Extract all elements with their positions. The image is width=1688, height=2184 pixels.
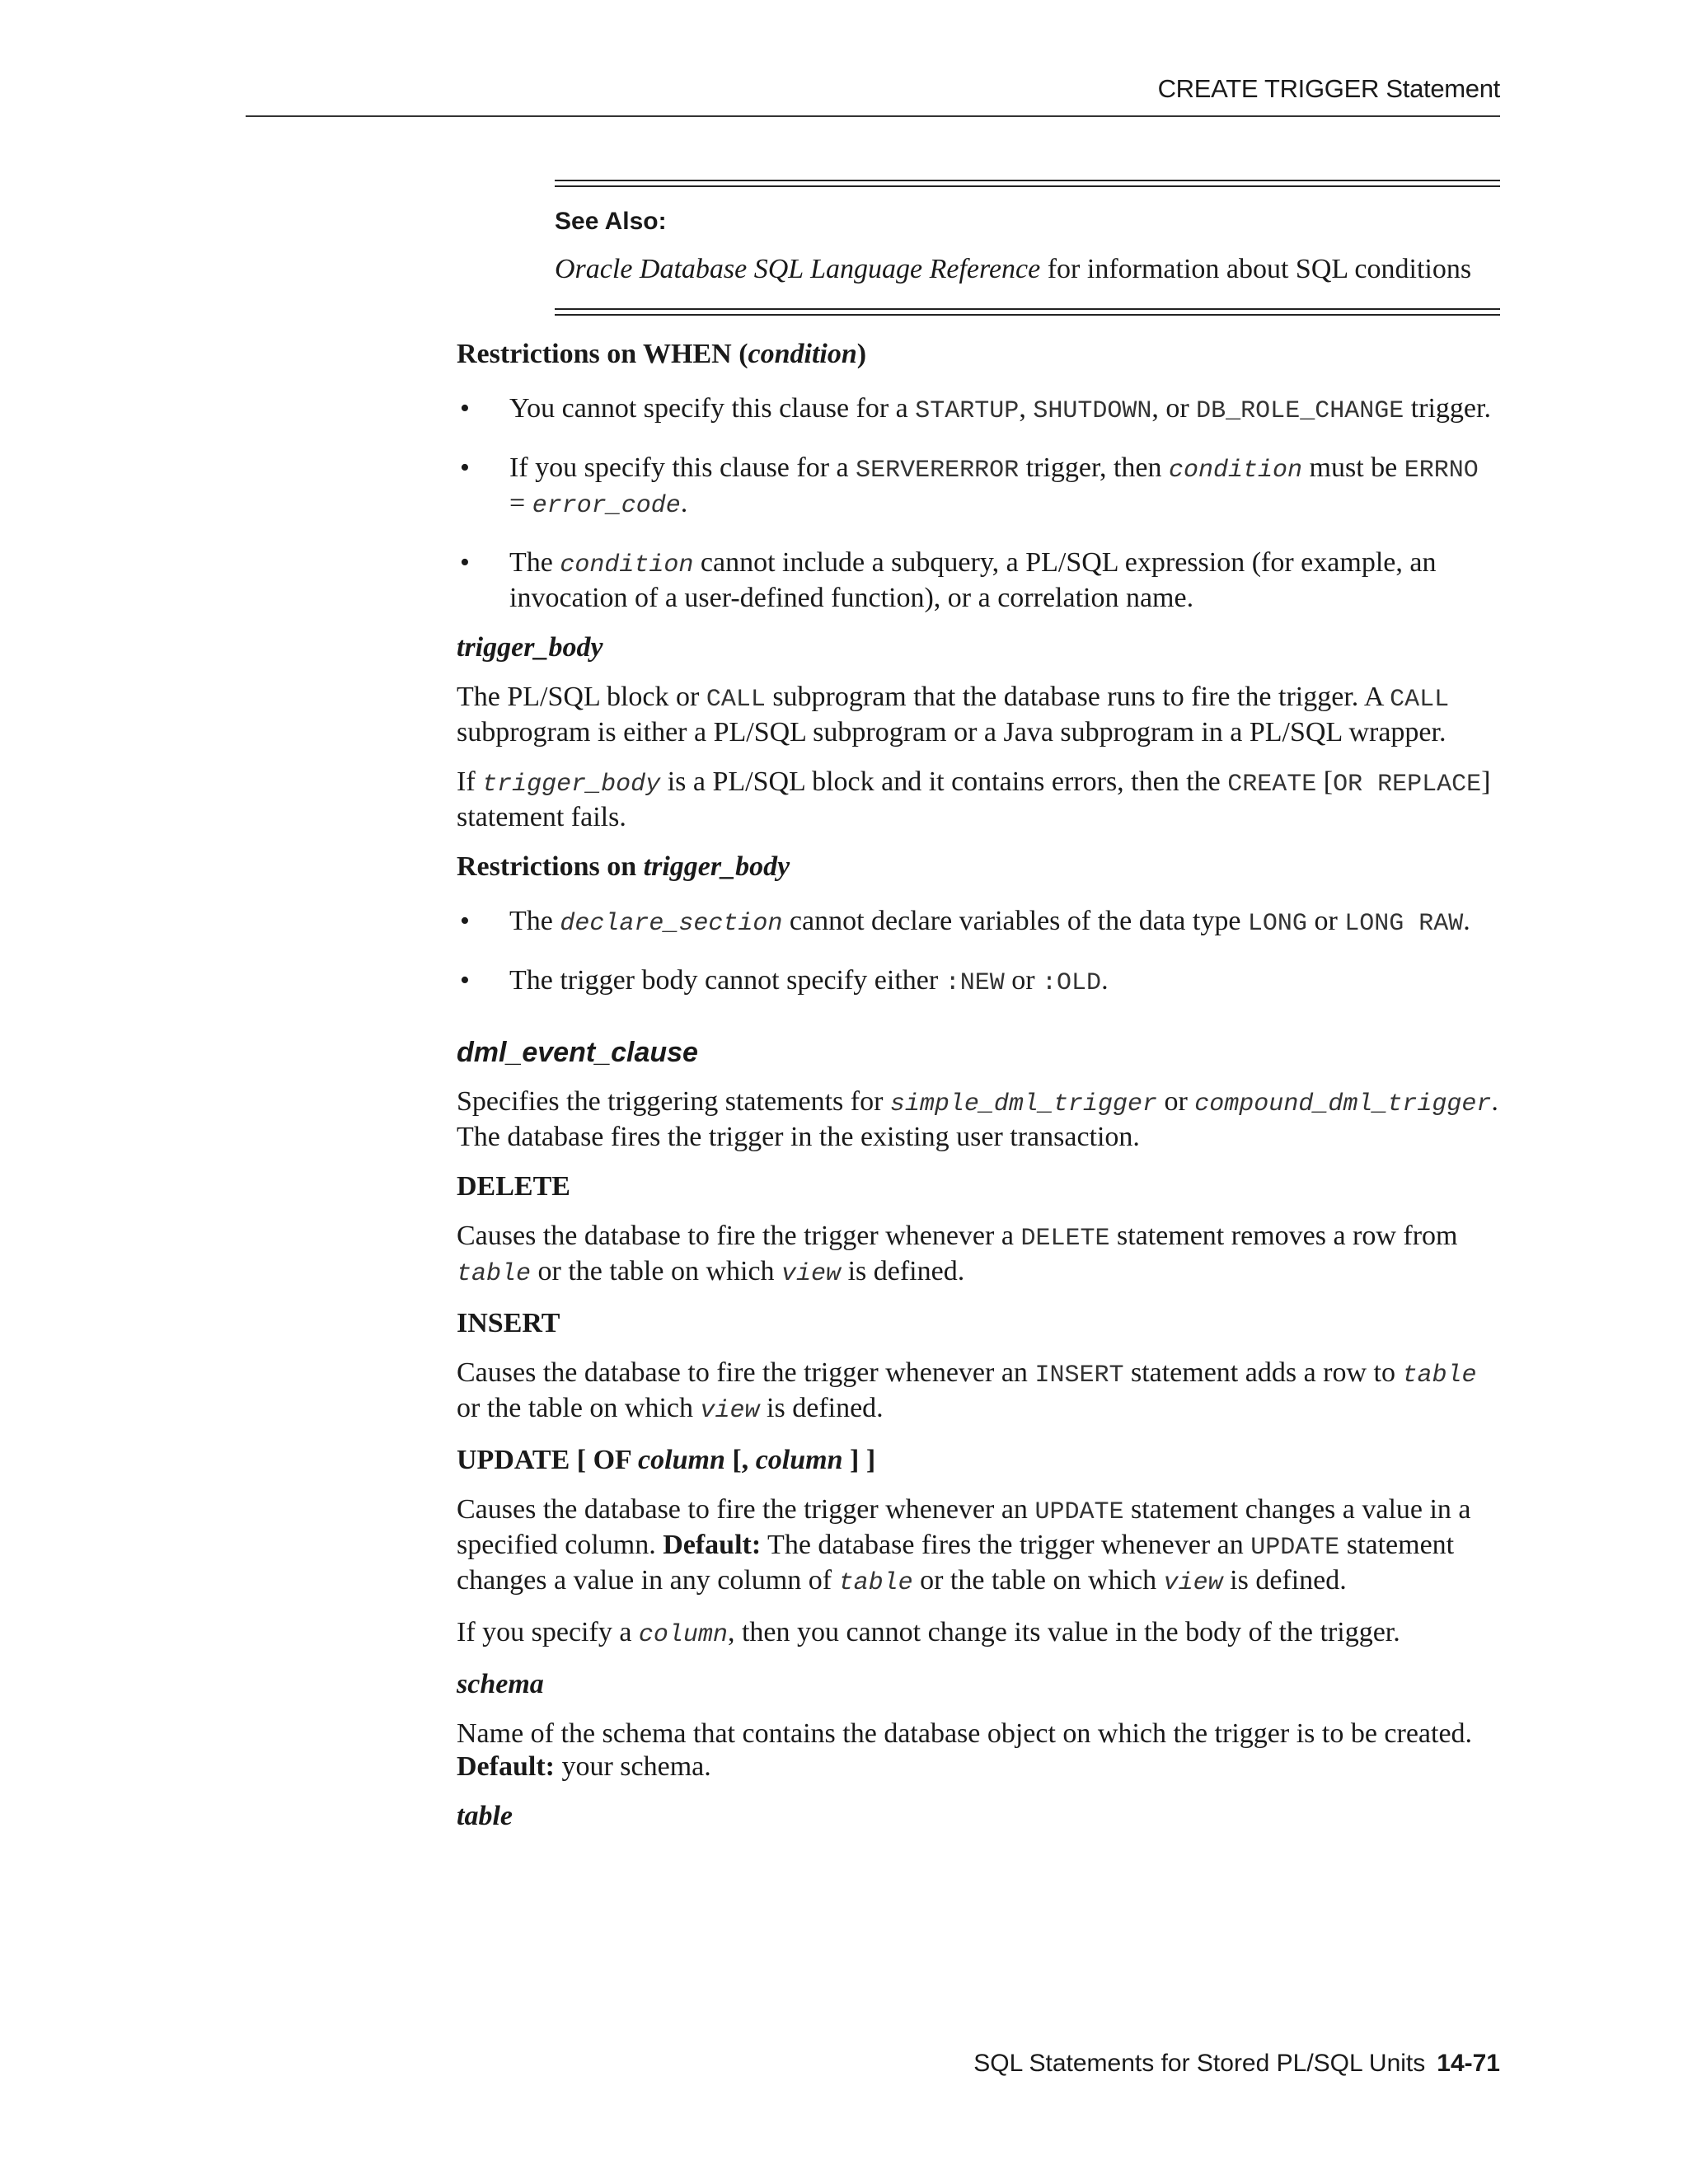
running-header: CREATE TRIGGER Statement [1157,74,1500,103]
list-item: • If you specify this clause for a SERVERERROR trigger, then condition must be ERRNO = error_code. [457,452,1500,523]
running-footer [973,2050,1500,2078]
update-paragraph-1: Causes the database to fire the trigger whenever an UPDATE statement changes a value in a specified column. Default: The database fires the trigger whenever an UPDATE statement changes a value in any column of table or the table on which view is defined. [457,1494,1471,1597]
update-heading: UPDATE [ OF column [, column ] ] [457,1445,876,1475]
trigger-body-paragraph-2: If trigger_body is a PL/SQL block and it contains errors, then the CREATE [OR REPLACE] statement fails. [457,766,1491,832]
table-heading: table [457,1801,513,1831]
see-also-text: Oracle Database SQL Language Reference for information about SQL conditions [555,254,1472,284]
see-also-bottom-rule [555,308,1500,316]
insert-heading: INSERT [457,1308,560,1338]
delete-paragraph: Causes the database to fire the trigger whenever a DELETE statement removes a row from table or the table on which view is defined. [457,1221,1458,1288]
list-item: • The declare_section cannot declare variables of the data type LONG or LONG RAW. [457,905,1500,940]
dml-event-clause-heading: dml_event_clause [457,1037,698,1068]
schema-heading: schema [457,1669,544,1699]
see-also-top-rule [555,180,1500,187]
trigger-body-heading: trigger_body [457,632,603,663]
dml-event-clause-paragraph: Specifies the triggering statements for simple_dml_trigger or compound_dml_trigger. The database fires the trigger in the existing user transaction. [457,1086,1498,1152]
list-item: • You cannot specify this clause for a STARTUP, SHUTDOWN, or DB_ROLE_CHANGE trigger. [457,392,1500,428]
see-also-box [555,180,1500,316]
header-rule [246,115,1500,117]
restrictions-body-list [457,905,1500,1000]
insert-paragraph: Causes the database to fire the trigger whenever an INSERT statement adds a row to table or the table on which view is defined. [457,1357,1477,1425]
main-content [457,338,1500,1833]
page-number: 14-71 [1437,2050,1500,2077]
list-item: • The trigger body cannot specify either :NEW or :OLD. [457,964,1500,1000]
see-also-title: See Also: [555,208,667,235]
delete-heading: DELETE [457,1171,570,1202]
see-also-book-link[interactable]: Oracle Database SQL Language Reference [555,254,1041,284]
trigger-body-paragraph-1: The PL/SQL block or CALL subprogram that the database runs to fire the trigger. A CALL subprogram is either a PL/SQL subprogram or a Java subprogram in a PL/SQL wrapper. [457,682,1450,748]
schema-paragraph: Name of the schema that contains the database object on which the trigger is to be created. Default: your schema. [457,1718,1473,1782]
restrictions-when-heading: Restrictions on WHEN (condition) [457,339,867,369]
list-item: • The condition cannot include a subquery, a PL/SQL expression (for example, an invocation of a user-defined function), or a correlation name. [457,546,1500,615]
footer-title: SQL Statements for Stored PL/SQL Units [973,2050,1426,2077]
update-paragraph-2: If you specify a column, then you cannot change its value in the body of the trigger. [457,1617,1400,1649]
restrictions-body-heading: Restrictions on trigger_body [457,851,790,882]
restrictions-when-list [457,392,1500,615]
